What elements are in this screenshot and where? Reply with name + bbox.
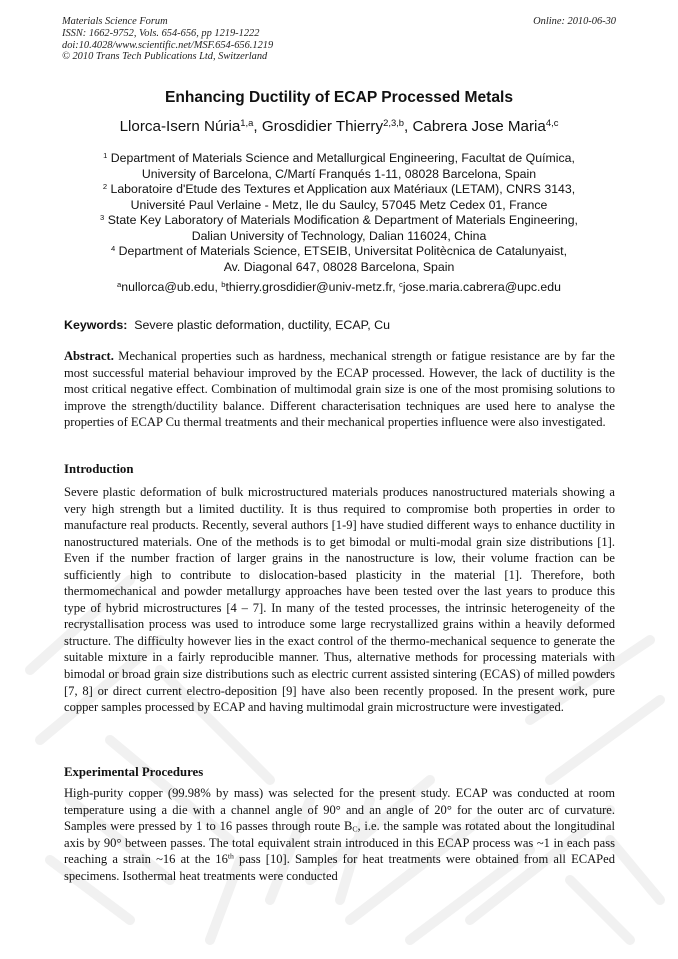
affiliation-text: Laboratoire d'Etude des Textures et Application aux Matériaux (LETAM), CNRS 3143,	[110, 182, 576, 196]
paper-title: Enhancing Ductility of ECAP Processed Metals	[164, 89, 514, 106]
affiliation-line: University of Barcelona, C/Martí Franqués 1-11, 08028 Barcelona, Spain	[141, 166, 537, 181]
email-mark: a	[117, 279, 122, 289]
affiliation-list	[62, 151, 616, 275]
email-list	[62, 280, 616, 295]
affiliation-line: Dalian University of Technology, Dalian 116024, China	[191, 228, 487, 243]
author-separator: ,	[404, 118, 413, 135]
abstract-label: Abstract.	[64, 349, 114, 363]
affiliation-line: Av. Diagonal 647, 08028 Barcelona, Spain	[223, 259, 455, 274]
affiliation-text: Department of Materials Science, ETSEIB, Universitat Politècnica de Catalunyaist,	[118, 244, 567, 258]
email-address[interactable]: thierry.grosdidier@univ-metz.fr,	[225, 280, 400, 294]
journal-header	[62, 16, 616, 63]
affiliation-number: 4	[110, 243, 116, 253]
abstract-paragraph	[64, 348, 615, 431]
author-affiliation-mark: 2,3,b	[383, 116, 405, 128]
introduction-paragraph: Severe plastic deformation of bulk microstructured materials produces nanostructured materials showing a very high strength but a limited ductility. It is thus required to compromise both properties in order to manufacture real products. Recently, several authors [1-9] have studied different ways to enhance ductility in nanostructured materials. One of the methods is to get bimodal or multi-modal grain size distributions [1]. Even if the number fraction of larger grains in the nanostructure is low, their volume fraction can be sufficiently high to contribute to dislocation-based plasticity in the material [1]. Therefore, both thermomechanical and powder metallurgy approaches have been tested over the last years to produce this type of hybrid microstructures [4 – 7]. In many of the tested processes, the intrinsic heterogeneity of the recrystallisation process was used to introduce some large recrystallized grains within a heavily deformed structure. The difficulty however lies in the exact control of the thermo-mechanical sequence to generate the suitable mixture in a fairly reproducible manner. Thus, alternative methods for processing materials with bimodal or broad grain size distributions such as electric current assisted sintering (ECAS) of milled powders [7, 8] or direct current electro-deposition [9] have also been recently proposed. In the present work, pure copper samples processed by ECAP and having multimodal grain microstructure were investigated.	[64, 485, 615, 715]
affiliation-line	[62, 151, 616, 167]
author-affiliation-mark: 1,a	[240, 116, 254, 128]
abstract-text: Mechanical properties such as hardness, mechanical strength or fatigue resistance are by far the most successful material behaviour improved by the ECAP processed. However, the lack of ductility is the most critical negative effect. Combination of multimodal grain size is one of the most promising solutions to improve the strength/ductility balance. Different characterisation techniques are used here to analyse the properties of ECAP Cu thermal treatments and their mechanical properties influence were also investigated.	[64, 349, 615, 430]
email-address[interactable]: jose.maria.cabrera@upc.edu	[402, 280, 561, 294]
experimental-heading: Experimental Procedures	[64, 765, 204, 779]
affiliation-text: State Key Laboratory of Materials Modification & Department of Materials Engineering,	[107, 213, 578, 227]
doi-line[interactable]: doi:10.4028/www.scientific.net/MSF.654-656.1219	[62, 39, 274, 51]
keywords-text: Severe plastic deformation, ductility, ECAP, Cu	[127, 318, 390, 332]
ordinal-superscript: th	[227, 851, 234, 861]
experimental-text: pass [10]. Samples for heat treatments were obtained from all ECAPed specimens. Isothermal heat treatments were conducted	[64, 852, 615, 883]
author-name: Llorca-Isern Núria	[119, 118, 241, 135]
journal-name: Materials Science Forum	[62, 16, 168, 27]
author-name: Grosdidier Thierry	[261, 118, 384, 135]
online-date: Online: 2010-06-30	[533, 16, 616, 27]
email-mark: b	[221, 279, 226, 289]
affiliation-number: 2	[102, 181, 108, 191]
affiliation-line	[62, 244, 616, 260]
author-list	[62, 118, 616, 136]
affiliation-number: 1	[103, 150, 108, 160]
affiliation-line: Université Paul Verlaine - Metz, Ile du Saulcy, 57045 Metz Cedex 01, France	[130, 197, 548, 212]
author-name: Cabrera Jose Maria	[412, 118, 546, 135]
experimental-text: , i.e. the sample was rotated about the longitudinal axis by 90° between passes. The total equivalent strain introduced in this ECAP process was ~1 in each pass reaching a strain ~16 at the 16	[64, 819, 615, 867]
author-affiliation-mark: 4,c	[545, 116, 559, 128]
author-separator: ,	[253, 118, 262, 135]
affiliation-line	[62, 182, 616, 198]
affiliation-line	[62, 213, 616, 229]
keywords-line	[64, 318, 616, 333]
experimental-text: High-purity copper (99.98% by mass) was selected for the present study. ECAP was conducted at room temperature using a die with a channel angle of 90° and an angle of 20° for the outer arc of curvature. Samples were pressed by 1 to 16 passes through route B	[64, 786, 615, 834]
email-mark: c	[399, 279, 403, 289]
copyright-line: © 2010 Trans Tech Publications Ltd, Switzerland	[62, 51, 268, 63]
introduction-heading: Introduction	[64, 462, 134, 476]
affiliation-number: 3	[100, 212, 105, 222]
affiliation-text: Department of Materials Science and Metallurgical Engineering, Facultat de Química,	[110, 151, 575, 165]
experimental-paragraph	[64, 785, 615, 884]
route-subscript: C	[352, 824, 358, 834]
email-address[interactable]: nullorca@ub.edu,	[121, 280, 222, 294]
issn-line: ISSN: 1662-9752, Vols. 654-656, pp 1219-1222	[62, 27, 260, 39]
keywords-label: Keywords:	[64, 318, 128, 332]
